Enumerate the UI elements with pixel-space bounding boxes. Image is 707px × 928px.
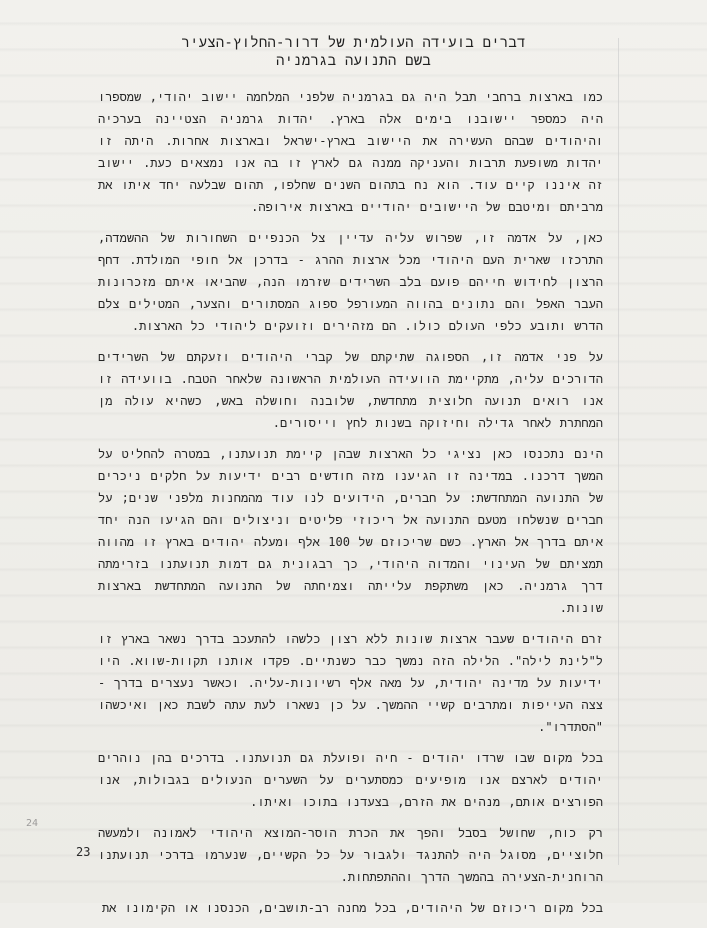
document-body	[98, 86, 603, 928]
paragraph-8: בכל מקום ריכוזם של היהודים, בכל מחנה רב-תושבים, הכנסנו או הקימונו את	[101, 901, 603, 915]
page-number: 23	[76, 845, 91, 859]
margin-rule	[618, 38, 619, 865]
margin-mark: 24	[26, 818, 39, 829]
paragraph-1: כמו בארצות ברחבי תבל היה גם בגרמניה שלפני המלחמה יישוב יהודי, שמספרו היה כמספר יישובנו בימים אלה בארץ. יהדות גרמניה הצטיינה בערכיה והיהודים שבהם העשירה את היישוב בארץ-ישראל ובארצות אחרות. היתה זו יהדות משופעת תרבות והעניקה ממנה גם לארץ זו בה אנו נמצאים כעת. יישוב זה איננו קיים עוד. הוא נח בתהום השנים שחלפו, תהום שבלעה יחד איתו את מרביתם ומיטבם של היישובים יהודיים בארצות אירופה.	[98, 90, 603, 214]
paragraph-5: זרם היהודים שעבר ארצות שונות ללא רצון כלשהו להתעכב בדרך נשאר בארץ זו ל"לינת לילה". הלילה הזה נמשך כבר כשנתיים. פקדו אותנו תקוות-שווא. היו ידיעות על מדינה יהודית, על מאה אלף רשיונות-עליה. וכאשר נעצרים בדרך - צצה העייפות ומתרבים קשיי ההמשך. על כן נשארו לעת עתה לשבת כאן ואיכשהו "הסתדרו".	[98, 632, 603, 734]
paragraph-7: רק כוח, שחושל בסבל והפך את הכרת הוסר-המוצא היהודי לאמונה ולמעשה חלוציים, מסוגל היה להתנגד ולגבור על כל הקשיים, שנערמו בדרכי תנועתנו הרוחנית-הצעירה בהמשך הדרך וההתפתחות.	[98, 826, 603, 884]
document-header	[0, 34, 707, 70]
paragraph-2: כאן, על אדמה זו, שפרוש עליה עדיין צל הכנפיים השחורות של ההשמדה, התרכזו שארית העם היהודי מכל ארצות ההרג - בדרכן אל חופי המולדת. דחף הרצון לחידוש חייהם פועם בלב השרידים שזרמו הנה, שהביאו איתם מזכרונות העבר האפל והם נתונים בהווה המעורפל ספוג המסתורים והצער, המטילים צלם הדרש ותובע כלפי העולם כולו. הם מזהירים וזועקים ליהודי כל הארצות.	[98, 231, 603, 333]
paragraph-6: בכל מקום שבו שרדו יהודים - חיה ופועלת גם תנועתנו. בדרכים בהן נוהרים יהודים לארצם אנו מופיעים כמסתערים על השערים הנעולים בגבולות, אנו הפורצים אותם, מנהים את הזרם, בצעדנו בתוכו ואיתו.	[98, 751, 603, 809]
paragraph-4: הינם נתכנסו כאן נציגי כל הארצות שבהן קיימת תנועתנו, במטרה להחליט על המשך דרכנו. במדינה זו הגיענו מזה חודשים רבים ידיעות על חלקים ניכרים של התנועה המתחדשת: על חברים, הידועים לנו עוד מהמחנות מלפני שנים; על חברים שנשלחו מטעם התנועה אל ריכוזי פליטים וניצולים והם הגיעו הנה יחד איתם בדרך אל הארץ. כשם שריכוזם של 100 אלף ומעלה יהודים בארץ זו מהווה תמציתם של העינוי והמדוה היהודי, כך רבגונית גם דמות תנועתנו בזרימתה דרך גרמניה. כאן משתקפת עלייתה וצמיחתה של התנועה המתחדשת בארצות שונות.	[98, 447, 604, 615]
paragraph-3: על פני אדמה זו, הספוגה שתיקתם של קברי היהודים וזעקתם של השרידים הדורכים עליה, מתקיימת הוועידה העולמית הראשונה שלאחר הטבח. בוועידה זו אנו רואים תנועה חלוצית מתחדשת, שלובנה וחושלה באש, כשהיא עולה מן המחתרת לאחר גדילה וחיזוקה בשנות לחץ וייסורים.	[98, 350, 603, 430]
header-line-2: בשם התנועה בגרמניה	[276, 53, 431, 69]
header-line-1: דברים בועידה העולמית של דרור-החלוץ-הצעיר	[181, 35, 526, 51]
